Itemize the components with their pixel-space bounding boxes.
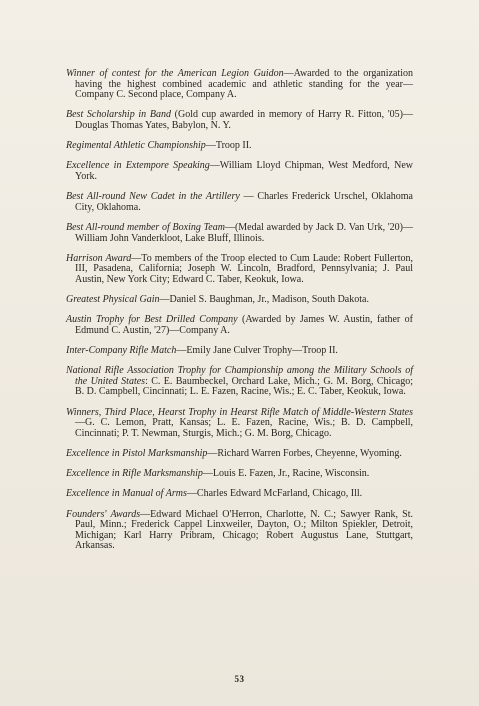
award-entry [66, 346, 413, 357]
award-name: Excellence in Pistol Marksmanship [66, 447, 208, 459]
award-recipient: —Richard Warren Forbes, Cheyenne, Wyoming. [207, 447, 402, 459]
award-name: Founders' Awards [66, 508, 141, 520]
award-entry [66, 366, 413, 398]
award-recipient: —Daniel S. Baughman, Jr., Madison, South Dakota. [159, 294, 369, 306]
award-name: Winners, Third Place, Hearst Trophy in Hearst Rifle Match of Middle-Western States [66, 406, 413, 418]
award-name: Regimental Athletic Championship [66, 140, 206, 152]
award-recipient: —William Lloyd Chipman, West Medford, New York. [75, 160, 413, 182]
award-entry [66, 315, 413, 336]
award-recipient: —Charles Edward McFarland, Chicago, Ill. [186, 488, 363, 500]
award-recipient: —To members of the Troop elected to Cum Laude: Robert Fullerton, III, Pasadena, California; Joseph W. Lincoln, Bradford, Pennsylvania; J. Paul Austin, New York City; Edward C. Taber, Keokuk, Iowa. [75, 252, 413, 285]
award-recipient: —Edward Michael O'Herron, Charlotte, N. C.; Sawyer Rank, St. Paul, Minn.; Frederick Cappel Linxweiler, Dayton, O.; Milton Spiekler, Detroit, Michigan; Karl Harry Pribram, Chicago; Robert Augustus Lane, Stuttgart, Arkansas. [75, 508, 413, 552]
award-entry [66, 469, 413, 480]
award-name: Excellence in Extempore Speaking [66, 160, 210, 172]
award-entry [66, 110, 413, 131]
award-entry [66, 489, 413, 500]
award-recipient: — Charles Frederick Urschel, Oklahoma City, Oklahoma. [75, 191, 413, 213]
award-entry [66, 254, 413, 286]
award-name: Excellence in Manual of Arms [66, 488, 187, 500]
award-recipient: (Gold cup awarded in memory of Harry R. Fitton, '05)—Douglas Thomas Yates, Babylon, N. Y. [75, 109, 413, 131]
award-recipient: —Troop II. [205, 140, 252, 152]
award-recipient: —Emily Jane Culver Trophy—Troop II. [176, 345, 338, 357]
award-entry [66, 223, 413, 244]
award-name: Best All-round member of Boxing Team [66, 221, 225, 233]
award-recipient: : C. E. Baumbeckel, Orchard Lake, Mich.; G. M. Borg, Chicago; B. D. Campbell, Cincinnati; L. E. Fazen, Racine, Wis.; E. C. Taber, Keokuk, Iowa. [75, 375, 413, 398]
award-entry [66, 408, 413, 440]
award-entry [66, 192, 413, 213]
award-recipient: —Awarded to the organization having the highest combined academic and athletic standing for the year—Company C. Second place, Company A. [75, 68, 414, 101]
award-entry [66, 141, 413, 152]
award-recipient: —Louis E. Fazen, Jr., Racine, Wisconsin. [202, 468, 370, 480]
award-entry [66, 69, 413, 101]
award-recipient: —G. C. Lemon, Pratt, Kansas; L. E. Fazen, Racine, Wis.; B. D. Campbell, Cincinnati; P. T. Newman, Sturgis, Mich.; G. M. Borg, Chicago. [75, 417, 413, 439]
awards-list [66, 69, 413, 562]
page-number: 53 [234, 674, 245, 684]
award-name: Best All-round New Cadet in the Artillery [66, 191, 240, 203]
award-name: Greatest Physical Gain [66, 294, 160, 306]
award-name: Excellence in Rifle Marksmanship [66, 468, 203, 480]
award-name: Inter-Company Rifle Match [66, 345, 177, 357]
award-name: Harrison Award [66, 252, 132, 264]
award-entry [66, 449, 413, 460]
award-name: Best Scholarship in Band [66, 109, 171, 121]
award-name: Winner of contest for the American Legion Guidon [66, 68, 284, 79]
award-name: Austin Trophy for Best Drilled Company [66, 314, 238, 326]
award-name: National Rifle Association Trophy for Championship among the Military Schools of the United States [66, 365, 413, 387]
award-entry [66, 161, 413, 182]
award-entry [66, 510, 413, 552]
award-recipient: —(Medal awarded by Jack D. Van Urk, '20)—William John Vanderkloot, Lake Bluff, Illinois. [75, 221, 413, 244]
award-entry [66, 295, 413, 306]
award-recipient: (Awarded by James W. Austin, father of Edmund C. Austin, '27)—Company A. [75, 314, 413, 336]
